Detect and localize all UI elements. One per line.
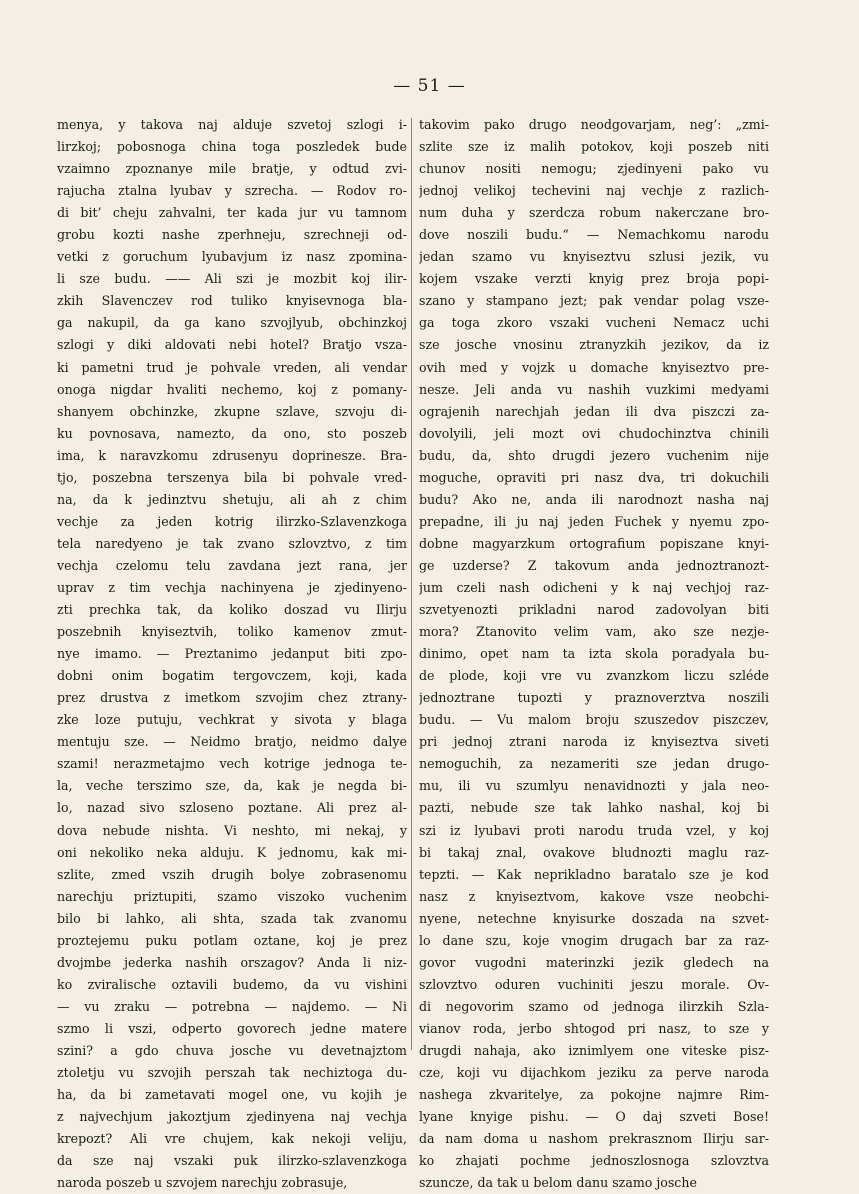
text-line: ki pametni trud je pohvale vreden, ali vendar [57, 359, 407, 375]
text-line: dobni onim bogatim tergovczem, koji, kada [57, 668, 407, 684]
text-line: li sze budu. —— Ali szi je mozbit koj ilir- [57, 271, 407, 287]
text-line: z najvechjum jakoztjum zjedinyena naj vechja [57, 1109, 407, 1125]
text-line: — vu zraku — potrebna — najdemo. — Ni [57, 998, 407, 1014]
page-number: — 51 — [393, 76, 466, 96]
text-line: ko zviralische oztavili budemo, da vu vishini [57, 976, 407, 992]
text-line: szlovztvo oduren vuchiniti jeszu morale. Ov- [419, 976, 769, 992]
text-line: da sze naj vszaki puk ilirzko-szlavenzkoga [57, 1153, 407, 1169]
text-line: oni nekoliko neka alduju. K jednomu, kak mi- [57, 844, 407, 860]
text-line: grobu kozti nashe zperhneju, szrechneji od- [57, 227, 407, 243]
text-line: ovih med y vojzk u domache knyiseztvo pre- [419, 359, 769, 375]
text-line: nyene, netechne knyisurke doszada na szvet- [419, 910, 769, 926]
text-line: zkih Slavenczev rod tuliko knyisevnoga bla- [57, 293, 407, 309]
text-line: prepadne, ili ju naj jeden Fuchek y nyemu zpo- [419, 513, 769, 529]
text-line: szlite, zmed vszih drugih bolye zobrasenomu [57, 866, 407, 882]
text-line: tepzti. — Kak neprikladno baratalo sze je kod [419, 866, 769, 882]
text-line: szi iz lyubavi proti narodu truda vzel, y koj [419, 822, 769, 838]
text-line: pazti, nebude sze tak lahko nashal, koj bi [419, 800, 769, 816]
text-line: szano y stampano jezt; pak vendar polag vsze- [419, 293, 769, 309]
left-column [57, 114, 407, 1194]
text-line: budu? Ako ne, anda ili narodnozt nasha naj [419, 491, 769, 507]
text-line: jum czeli nash odicheni y k naj vechjoj raz- [419, 579, 769, 595]
text-line: nashega zkvaritelye, za pokojne najmre Rim- [419, 1087, 769, 1103]
text-line: ima, k naravzkomu zdrusenyu doprinesze. Bra- [57, 447, 407, 463]
text-line: tjo, poszebna terszenya bila bi pohvale vred- [57, 469, 407, 485]
text-line: kojem vszake verzti knyig prez broja popi- [419, 271, 769, 287]
text-line: dinimo, opet nam ta izta skola poradyala bu- [419, 646, 769, 662]
text-line: vetki z goruchum lyubavjum iz nasz zpomina- [57, 249, 407, 265]
text-line: cze, koji vu dijachkom jeziku za perve naroda [419, 1065, 769, 1081]
text-line: na, da k jedinztvu shetuju, ali ah z chim [57, 491, 407, 507]
text-line: menya, y takova naj alduje szvetoj szlogi i- [57, 117, 407, 132]
column-divider [411, 118, 412, 1050]
text-line: prez drustva z imetkom szvojim chez ztrany- [57, 690, 407, 706]
text-line: onoga nigdar hvaliti nechemo, koj z pomany- [57, 381, 407, 397]
text-line: ko zhajati pochme jednoszlosnoga szlovztva [419, 1153, 769, 1169]
text-line: budu. — Vu malom broju szuszedov piszczev, [419, 712, 769, 728]
text-line: vechja czelomu telu zavdana jezt rana, jer [57, 557, 407, 573]
text-line: num duha y szerdcza robum nakerczane bro- [419, 205, 769, 221]
text-line: lyane knyige pishu. — O daj szveti Bose! [419, 1109, 769, 1125]
text-line: moguche, opraviti pri nasz dva, tri dokuchili [419, 469, 769, 485]
text-line: ha, da bi zametavati mogel one, vu kojih je [57, 1087, 407, 1103]
text-line: poszebnih knyiseztvih, toliko kamenov zmut- [57, 624, 407, 640]
text-line: dvojmbe jederka nashih orszagov? Anda li niz- [57, 954, 407, 970]
text-line: dova nebude nishta. Vi neshto, mi nekaj, y [57, 822, 407, 838]
right-column [419, 114, 769, 1194]
text-line: dovolyili, jeli mozt ovi chudochinztva chinili [419, 425, 769, 441]
text-line: krepozt? Ali vre chujem, kak nekoji veliju, [57, 1131, 407, 1147]
text-line: szami! nerazmetajmo vech kotrige jednoga te- [57, 756, 407, 772]
text-line: bi takaj znal, ovakove bludnozti maglu raz- [419, 844, 769, 860]
text-line: shanyem obchinzke, zkupne szlave, szvoju di- [57, 403, 407, 419]
text-line: szuncze, da tak u belom danu szamo josche [419, 1175, 697, 1191]
text-line: di negovorim szamo od jednoga ilirzkih Szla- [419, 998, 769, 1014]
text-line: szlogi y diki aldovati nebi hotel? Bratjo vsza- [57, 337, 407, 353]
text-line: jednoztrane tupozti y praznoverztva noszili [419, 690, 769, 706]
text-line: tela naredyeno je tak zvano szlovztvo, z tim [57, 535, 407, 551]
text-line: vzaimno zpoznanye mile bratje, y odtud zvi- [57, 161, 407, 177]
text-line: drugdi nahaja, ako iznimlyem one viteske pisz- [419, 1042, 769, 1058]
text-line: di bit’ cheju zahvalni, ter kada jur vu tamnom [57, 205, 407, 221]
text-line: ge uzderse? Z takovum anda jednoztranozt- [419, 557, 769, 573]
text-line: jednoj velikoj techevini naj vechje z razlich- [419, 183, 769, 199]
text-line: nye imamo. — Preztanimo jedanput biti zpo- [57, 646, 407, 662]
text-line: ograjenih narechjah jedan ili dva piszczi za- [419, 403, 769, 419]
text-line: proztejemu puku potlam oztane, koj je prez [57, 932, 407, 948]
text-line: lo, nazad sivo szloseno poztane. Ali prez al- [57, 800, 407, 816]
text-line: narechju priztupiti, szamo viszoko vuchenim [57, 888, 407, 904]
text-line: mora? Ztanovito velim vam, ako sze nezje- [419, 624, 769, 640]
text-line: budu, da, shto drugdi jezero vuchenim nije [419, 447, 769, 463]
text-line: uprav z tim vechja nachinyena je zjedinyeno- [57, 579, 407, 595]
text-line: nasz z knyiseztvom, kakove vsze neobchi- [419, 888, 769, 904]
text-line: naroda poszeb u szvojem narechju zobrasuje, [57, 1175, 348, 1191]
text-line: jedan szamo vu knyiseztvu szlusi jezik, vu [419, 249, 769, 265]
text-line: takovim pako drugo neodgovarjam, neg’: „zmi- [419, 117, 769, 132]
text-line: chunov nositi nemogu; zjedinyeni pako vu [419, 161, 769, 177]
text-line: govor vugodni materinzki jezik gledech na [419, 954, 769, 970]
text-line: szini? a gdo chuva josche vu devetnajztom [57, 1042, 407, 1058]
text-line: ztoletju vu szvojih perszah tak nechiztoga du- [57, 1065, 407, 1081]
text-line: szmo li vszi, odperto govorech jedne matere [57, 1020, 407, 1036]
text-line: dove noszili budu.“ — Nemachkomu narodu [419, 227, 769, 243]
text-line: dobne magyarzkum ortografium popiszane knyi- [419, 535, 769, 551]
text-line: szvetyenozti prikladni narod zadovolyan biti [419, 602, 769, 618]
text-line: szlite sze iz malih potokov, koji poszeb niti [419, 139, 769, 155]
text-line: de plode, koji vre vu zvanzkom liczu szléde [419, 668, 769, 684]
text-line: da nam doma u nashom prekrasznom Ilirju sar- [419, 1131, 769, 1147]
text-line: nemoguchih, za nezameriti sze jedan drugo- [419, 756, 769, 772]
text-line: mentuju sze. — Neidmo bratjo, neidmo dalye [57, 734, 407, 750]
text-line: zke loze putuju, vechkrat y sivota y blaga [57, 712, 407, 728]
text-line: zti prechka tak, da koliko doszad vu Ilirju [57, 602, 407, 618]
text-line: mu, ili vu szumlyu nenavidnozti y jala neo- [419, 778, 769, 794]
text-line: bilo bi lahko, ali shta, szada tak zvanomu [57, 910, 407, 926]
text-line: ga nakupil, da ga kano szvojlyub, obchinzkoj [57, 315, 407, 331]
text-line: rajucha ztalna lyubav y szrecha. — Rodov ro- [57, 183, 407, 199]
text-line: sze josche vnosinu ztranyzkih jezikov, da iz [419, 337, 769, 353]
text-line: nesze. Jeli anda vu nashih vuzkimi medyami [419, 381, 769, 397]
text-line: lirzkoj; pobosnoga china toga poszledek bude [57, 139, 407, 155]
text-line: pri jednoj ztrani naroda iz knyiseztva siveti [419, 734, 769, 750]
text-line: ku povnosava, nameztо, da ono, sto poszeb [57, 425, 407, 441]
text-line: ga toga zkoro vszaki vucheni Nemacz uchi [419, 315, 769, 331]
text-line: vianov roda, jerbo shtogod pri nasz, to sze y [419, 1020, 769, 1036]
text-line: la, veche terszimo sze, da, kak je negda bi- [57, 778, 407, 794]
text-line: lo dane szu, koje vnogim drugach bar za raz- [419, 932, 769, 948]
text-line: vechje za jeden kotrig ilirzko-Szlavenzkoga [57, 513, 407, 529]
